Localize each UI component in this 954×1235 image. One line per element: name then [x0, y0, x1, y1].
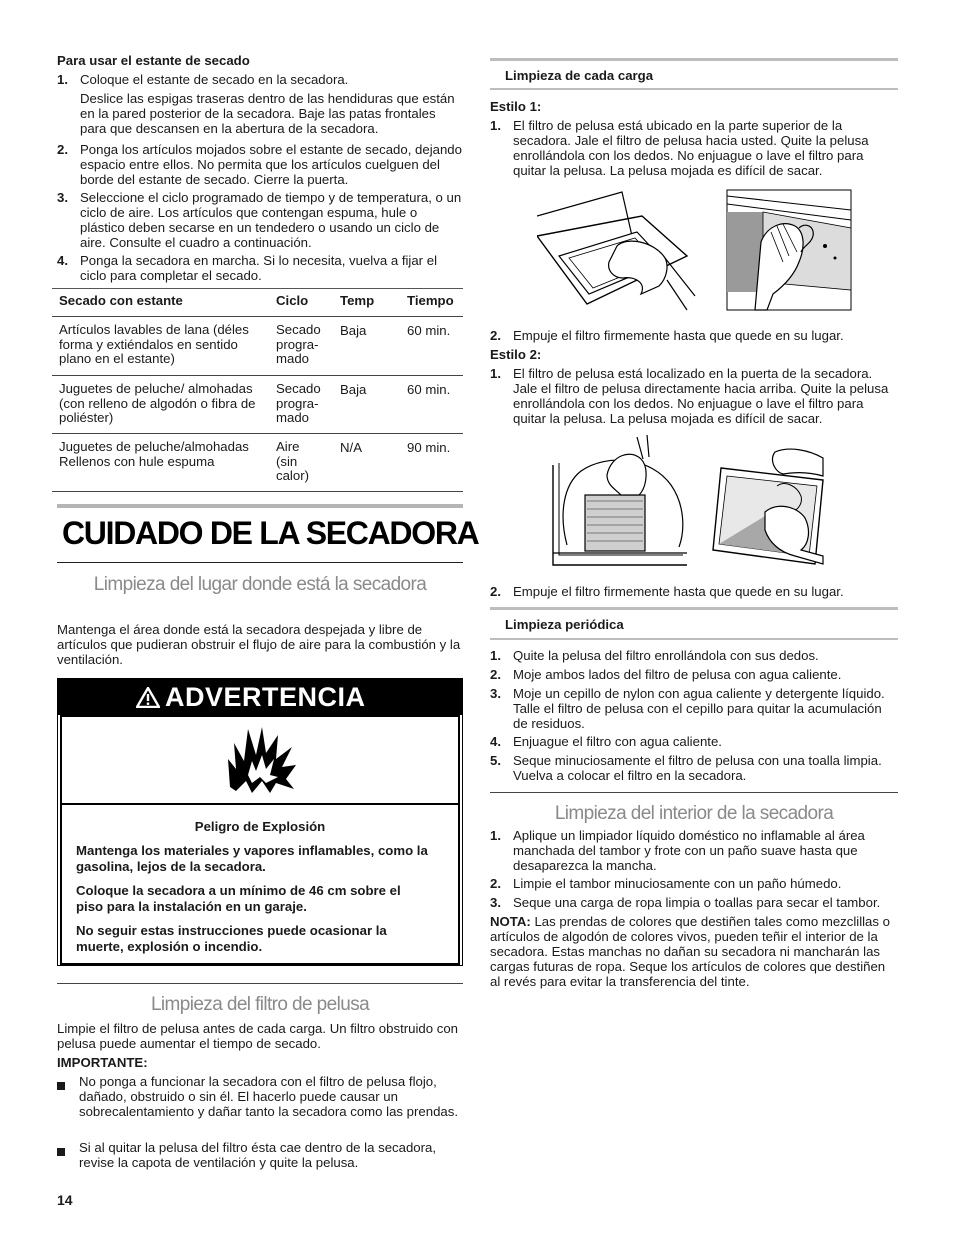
table-cell-cycle: Secado progra-mado [276, 381, 321, 425]
table-header-time: Tiempo [407, 293, 454, 308]
lint-bullet [57, 1074, 463, 1119]
bullet-text: Si al quitar la pelusa del filtro ésta cae dentro de la secadora, revise la capota de ventilación y quite la pelusa. [79, 1140, 437, 1170]
table-cell-time: 90 min. [407, 440, 451, 455]
table-cell-item: Juguetes de peluche/almohadas Rellenos con hule espuma [59, 439, 249, 469]
lint-bullet [57, 1140, 463, 1170]
step-text: Moje un cepillo de nylon con agua caliente y detergente líquido. Talle el filtro de pelusa con el cepillo para quitar la acumulación de residuos. [513, 686, 885, 731]
step-text: Seque minuciosamente el filtro de pelusa con una toalla limpia. Vuelva a colocar el filtro en la secadora. [513, 753, 882, 783]
bullet-square-icon [57, 1144, 65, 1159]
lint-intro: Limpie el filtro de pelusa antes de cada carga. Un filtro obstruido con pelusa puede aumentar el tiempo de secado. [57, 1021, 458, 1051]
title-rule [57, 504, 463, 508]
warning-line: Coloque la secadora a un mínimo de 46 cm sobre el piso para la instalación en un garaje. [76, 883, 401, 914]
style1-step-1 [490, 118, 898, 178]
periodic-step [490, 753, 898, 783]
warning-body [60, 715, 460, 965]
table-header-cycle: Ciclo [276, 293, 309, 308]
table-row-rule [52, 433, 463, 434]
lint-heading-rule [57, 983, 463, 984]
periodic-step [490, 734, 898, 749]
interior-heading: Limpieza del interior de la secadora [554, 803, 834, 824]
each-load-rule-bottom [490, 88, 898, 90]
interior-heading-rule [490, 792, 898, 793]
step-number: 2. [490, 667, 501, 682]
style1-label: Estilo 1: [490, 99, 542, 114]
table-cell-cycle: Aire (sin calor) [276, 439, 309, 483]
step-text: Moje ambos lados del filtro de pelusa con agua caliente. [513, 667, 842, 682]
warning-divider [62, 803, 458, 805]
warning-header [58, 679, 462, 715]
step-number: 2. [490, 328, 501, 343]
rack-step-4 [57, 253, 463, 283]
table-cell-temp: N/A [340, 440, 362, 455]
step-number: 4. [57, 253, 68, 268]
step-text: Enjuague el filtro con agua caliente. [513, 734, 722, 749]
step-number: 1. [490, 118, 501, 133]
page-title: CUIDADO DE LA SECADORA [62, 515, 479, 551]
periodic-step [490, 648, 898, 663]
table-bottom-rule [52, 491, 463, 492]
step-text: Limpie el tambor minuciosamente con un paño húmedo. [513, 876, 842, 891]
interior-step [490, 828, 898, 873]
periodic-rule-bottom [490, 638, 898, 640]
door-filter-illustration [551, 435, 691, 575]
interior-step [490, 895, 898, 910]
periodic-rule-top [490, 607, 898, 610]
location-text: Mantenga el área donde está la secadora despejada y libre de artículos que pudieran obstruir el flujo de aire para la combustión y la ventilación. [57, 622, 461, 667]
step-number: 2. [490, 876, 501, 891]
note-label: NOTA: [490, 914, 531, 929]
step-number: 2. [57, 142, 68, 157]
table-cell-temp: Baja [340, 382, 367, 397]
table-cell-cycle: Secado progra-mado [276, 322, 321, 366]
warning-label: ADVERTENCIA [165, 682, 366, 712]
table-cell-time: 60 min. [407, 382, 451, 397]
periodic-step [490, 686, 898, 731]
table-header-rule [52, 316, 463, 317]
title-bottom-rule [57, 562, 463, 563]
explosion-icon [226, 725, 298, 795]
step-text: Quite la pelusa del filtro enrollándola con sus dedos. [513, 648, 819, 663]
each-load-heading: Limpieza de cada carga [505, 68, 654, 83]
step-number: 1. [490, 828, 501, 843]
rack-step-2 [57, 142, 463, 187]
hazard-title: Peligro de Explosión [194, 819, 326, 834]
step-text: El filtro de pelusa está ubicado en la parte superior de la secadora. Jale el filtro de pelusa hacia usted. Quite la pelusa enrollándola con los dedos. No enjuague o lave el filtro para quitar la pelusa. La pelusa mojada es difícil de sacar. [513, 118, 869, 178]
rack-heading: Para usar el estante de secado [57, 53, 250, 68]
table-header-item: Secado con estante [59, 293, 183, 308]
step-text: Ponga la secadora en marcha. Si lo necesita, vuelva a fijar el ciclo para completar el secado. [80, 253, 437, 283]
table-row-rule [52, 375, 463, 376]
style1-step-2 [490, 328, 898, 343]
step-text: Aplique un limpiador líquido doméstico no inflamable al área manchada del tambor y frote con un paño suave hasta que desaparezca la mancha. [513, 828, 865, 873]
style2-label: Estilo 2: [490, 347, 542, 362]
lint-removal-illustration [725, 186, 853, 316]
lint-heading: Limpieza del filtro de pelusa [150, 994, 370, 1015]
rack-step-1 [57, 72, 463, 136]
table-cell-item: Artículos lavables de lana (déles forma y extiéndalos en sentido plano en el estante) [59, 322, 249, 366]
table-cell-time: 60 min. [407, 323, 451, 338]
note-text: Las prendas de colores que destiñen tales como mezclillas o artículos de algodón de colores vivos, pueden teñir el interior de la secadora. Estas manchas no dañan su secadora ni mancharán las cargas futuras de ropa. Seque los artículos de colores que destiñen al revés para evitar la transferencia del tinte. [490, 914, 890, 989]
step-number: 4. [490, 734, 501, 749]
location-heading: Limpieza del lugar donde está la secadora [93, 574, 427, 595]
step-text: Coloque el estante de secado en la secadora. [80, 72, 349, 87]
warning-box [57, 678, 463, 966]
bullet-text: No ponga a funcionar la secadora con el filtro de pelusa flojo, dañado, obstruido o sin él. El hacerlo puede causar un sobrecalentamiento y dañar tanto la secadora como las prendas. [79, 1074, 458, 1119]
step-number: 2. [490, 584, 501, 599]
step-subtext: Deslice las espigas traseras dentro de las hendiduras que están en la pared posterior de la secadora. Baje las patas frontales para que descansen en la abertura de la secadora. [80, 91, 455, 136]
step-number: 3. [490, 686, 501, 701]
page-number: 14 [57, 1192, 73, 1208]
step-text: Ponga los artículos mojados sobre el estante de secado, dejando espacio entre ellos. No permita que los artículos cuelguen del borde del estante de secado. Cierre la puerta. [80, 142, 462, 187]
step-text: Empuje el filtro firmemente hasta que quede en su lugar. [513, 328, 844, 343]
table-top-rule [52, 288, 463, 289]
step-number: 3. [57, 190, 68, 205]
periodic-step [490, 667, 898, 682]
lint-filter-top-illustration [537, 186, 707, 316]
step-number: 1. [490, 366, 501, 381]
interior-note [490, 914, 898, 989]
warning-line: No seguir estas instrucciones puede ocasionar la muerte, explosión o incendio. [76, 923, 387, 954]
table-cell-temp: Baja [340, 323, 367, 338]
step-number: 1. [490, 648, 501, 663]
style2-step-2 [490, 584, 898, 599]
each-load-rule-top [490, 58, 898, 61]
step-text: Seleccione el ciclo programado de tiempo y de temperatura, o un ciclo de aire. Los artículos que contengan espuma, hule o plástico deben secarse en un tendedero o usando un ciclo de aire. Consulte el cuadro a continuación. [80, 190, 462, 250]
important-label: IMPORTANTE: [57, 1055, 148, 1070]
warning-triangle-icon [136, 687, 160, 708]
filter-clean-illustration [705, 446, 829, 574]
table-cell-item: Juguetes de peluche/ almohadas (con relleno de algodón o fibra de poliéster) [59, 381, 256, 425]
step-number: 3. [490, 895, 501, 910]
warning-line: Mantenga los materiales y vapores inflamables, como la gasolina, lejos de la secadora. [76, 843, 428, 874]
periodic-heading: Limpieza periódica [505, 617, 624, 632]
rack-step-3 [57, 190, 463, 250]
table-header-temp: Temp [340, 293, 375, 308]
interior-step [490, 876, 898, 891]
step-number: 1. [57, 72, 68, 87]
style2-step-1 [490, 366, 898, 426]
step-text: El filtro de pelusa está localizado en la puerta de la secadora. Jale el filtro de pelusa directamente hacia arriba. Quite la pelusa enrollándola con los dedos. No enjuague o lave el filtro para quitar la pelusa. La pelusa mojada es difícil de sacar. [513, 366, 889, 426]
bullet-square-icon [57, 1078, 65, 1093]
step-text: Seque una carga de ropa limpia o toallas para secar el tambor. [513, 895, 881, 910]
step-number: 5. [490, 753, 501, 768]
step-text: Empuje el filtro firmemente hasta que quede en su lugar. [513, 584, 844, 599]
